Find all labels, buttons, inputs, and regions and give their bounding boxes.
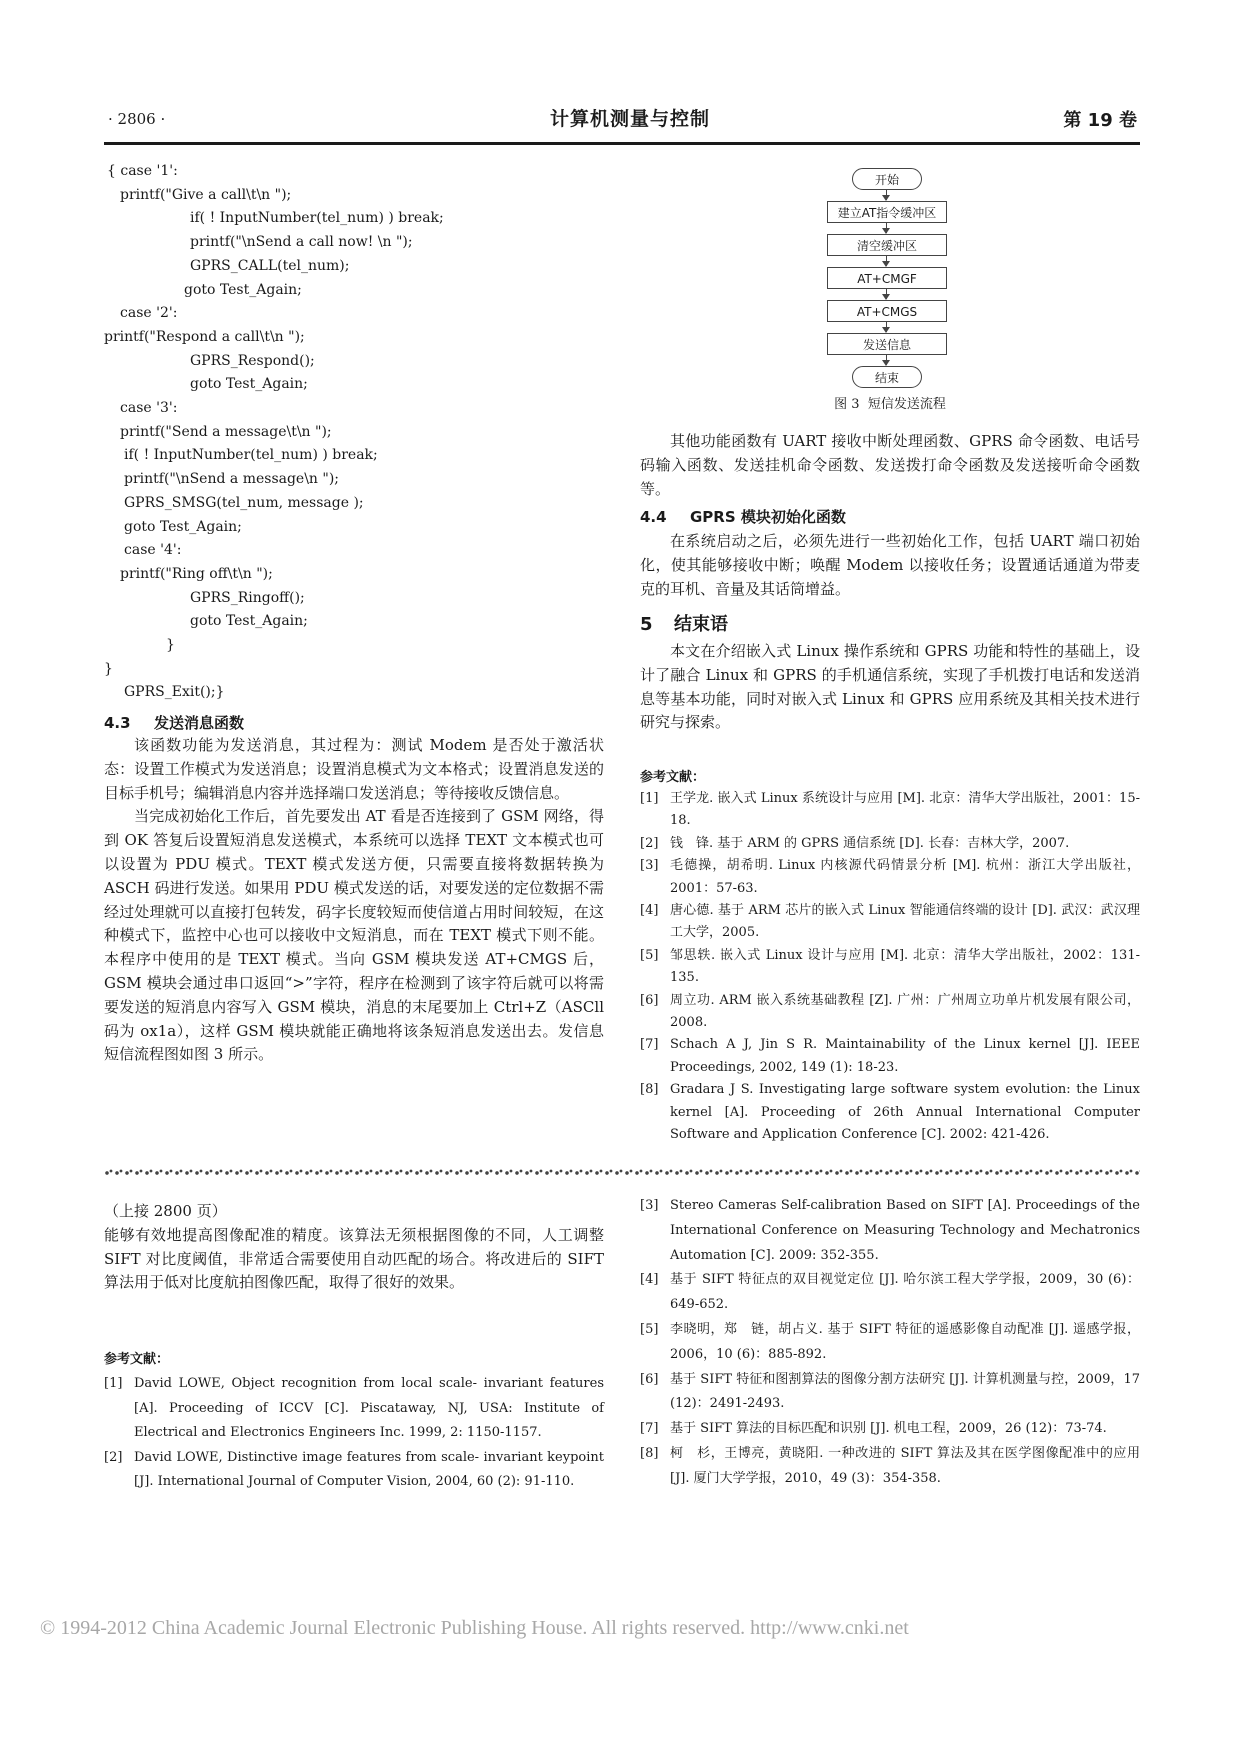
code-line: GPRS_SMSG(tel_num, message ); xyxy=(124,494,364,511)
continued-from-label: （上接 2800 页） xyxy=(104,1202,227,1220)
reference-item xyxy=(640,788,1140,833)
code-line: printf("Give a call\t\n "); xyxy=(120,186,292,203)
reference-text: Schach A J, Jin S R. Maintainability of the Linux kernel [J]. IEEE Proceedings, 2002, 149 (1): 18-23. xyxy=(670,1037,1140,1075)
references-title: 参考文献： xyxy=(640,770,706,785)
reference-text: Gradara J S. Investigating large software system evolution: the Linux kernel [A]. Proceeding of 26th Annual International Computer Software and Application Conference [C]. 2002: 421-426. xyxy=(670,1082,1140,1143)
reference-item xyxy=(640,833,1140,855)
flow-end: 结束 xyxy=(852,366,922,388)
flow-step: 清空缓冲区 xyxy=(827,234,947,256)
code-line: goto Test_Again; xyxy=(190,376,308,393)
reference-item xyxy=(104,1372,604,1446)
reference-text: 毛德操，胡希明. Linux 内核源代码情景分析 [M]. 杭州：浙江大学出版社，2001：57-63. xyxy=(670,858,1140,896)
reference-item xyxy=(640,945,1140,990)
reference-item xyxy=(640,1318,1140,1368)
reference-number: [6] xyxy=(640,992,659,1008)
reference-item xyxy=(640,1417,1140,1442)
article-divider xyxy=(104,1168,1140,1178)
code-line: GPRS_Exit();} xyxy=(124,684,225,701)
reference-text: 钱 锋. 基于 ARM 的 GPRS 通信系统 [D]. 长春：吉林大学，2007. xyxy=(670,835,1070,851)
reference-number: [7] xyxy=(640,1421,659,1437)
code-line: printf("\nSend a message\n "); xyxy=(124,471,340,488)
code-line: } xyxy=(166,637,175,654)
flow-arrow xyxy=(886,355,887,365)
reference-text: Stereo Cameras Self-calibration Based on SIFT [A]. Proceedings of the International Conference on Measuring Technology and Mechatronics Automation [C]. 2009: 352-355. xyxy=(670,1198,1140,1263)
flow-step: AT+CMGF xyxy=(827,267,947,289)
code-line: if( ! InputNumber(tel_num) ) break; xyxy=(190,210,444,227)
flow-arrow xyxy=(886,190,887,200)
code-line: if( ! InputNumber(tel_num) ) break; xyxy=(124,447,378,464)
reference-item xyxy=(640,990,1140,1035)
reference-number: [1] xyxy=(104,1376,123,1391)
references-list xyxy=(640,788,1140,1147)
reference-text: 唐心德. 基于 ARM 芯片的嵌入式 Linux 智能通信终端的设计 [D]. 武汉：武汉理工大学，2005. xyxy=(670,903,1140,941)
paragraph: 本文在介绍嵌入式 Linux 操作系统和 GPRS 功能和特性的基础上，设计了融合 Linux 和 GPRS 的手机通信系统，实现了手机拨打电话和发送消息等基本功能，同时对嵌入式 Linux 和 GPRS 应用系统及其相关技术进行研究与探索。 xyxy=(640,642,1140,732)
page-number: · 2806 · xyxy=(108,110,166,128)
section-number: 4.4 xyxy=(640,508,667,526)
reference-number: [1] xyxy=(640,791,659,806)
section-title: 发送消息函数 xyxy=(154,714,245,732)
reference-item xyxy=(640,1442,1140,1492)
other-functions-paragraph xyxy=(640,430,1140,501)
flow-start: 开始 xyxy=(852,168,922,190)
code-line: } xyxy=(104,660,113,677)
reference-text: 基于 SIFT 特征点的双目视觉定位 [J]. 哈尔滨工程大学学报，2009，30 (6)：649-652. xyxy=(670,1272,1140,1313)
flow-step: 建立AT指令缓冲区 xyxy=(827,201,947,223)
figure-caption-text: 短信发送流程 xyxy=(867,397,946,412)
paragraph: 能够有效地提高图像配准的精度。该算法无须根据图像的不同，人工调整 SIFT 对比度阈值，非常适合需要使用自动匹配的场合。将改进后的 SIFT 算法用于低对比度航拍图像匹配，取得了很好的效果。 xyxy=(104,1225,604,1292)
reference-number: [6] xyxy=(640,1371,659,1387)
code-line: GPRS_CALL(tel_num); xyxy=(190,257,350,274)
flow-step: 发送信息 xyxy=(827,333,947,355)
copyright-footer: © 1994-2012 China Academic Journal Electronic Publishing House. All rights reserved. http://www.cnki.net xyxy=(40,1617,909,1639)
reference-number: [7] xyxy=(640,1037,659,1053)
reference-item xyxy=(640,1034,1140,1079)
section-4-3-heading xyxy=(104,712,244,733)
code-line: goto Test_Again; xyxy=(184,281,302,298)
volume-label: 第 19 卷 xyxy=(1063,110,1137,131)
reference-item xyxy=(640,1194,1140,1268)
header-rule xyxy=(104,142,1140,145)
code-line: case '3': xyxy=(120,400,178,417)
reference-number: [2] xyxy=(640,835,659,851)
reference-number: [4] xyxy=(640,1272,659,1288)
section-4-4-body xyxy=(640,530,1140,601)
code-line: printf("\nSend a call now! \n "); xyxy=(190,234,413,251)
reference-number: [8] xyxy=(640,1082,659,1098)
reference-text: 王学龙. 嵌入式 Linux 系统设计与应用 [M]. 北京：清华大学出版社，2001：15-18. xyxy=(670,791,1140,829)
code-line: case '4': xyxy=(124,542,182,559)
section-4-3-body xyxy=(104,734,604,1067)
reference-item xyxy=(640,1368,1140,1418)
reference-item xyxy=(640,900,1140,945)
section-number: 4.3 xyxy=(104,714,131,732)
flow-arrow xyxy=(886,256,887,266)
flow-arrow xyxy=(886,223,887,233)
reference-item xyxy=(640,855,1140,900)
reference-text: David LOWE, Object recognition from local scale- invariant features [A]. Proceeding of ICCV [C]. Piscataway, NJ, USA: Institute of Electrical and Electronics Engineers Inc. 1999, 2: 1150-1157. xyxy=(134,1376,604,1440)
code-listing xyxy=(104,160,644,705)
code-line: GPRS_Respond(); xyxy=(190,352,315,369)
paragraph: 在系统启动之后，必须先进行一些初始化工作，包括 UART 端口初始化，使其能够接收中断；唤醒 Modem 以接收任务；设置通话通道为带麦克的耳机、音量及其话筒增益。 xyxy=(640,532,1140,598)
code-line: GPRS_Ringoff(); xyxy=(190,589,305,606)
references-title: 参考文献： xyxy=(104,1352,170,1367)
code-line: case '2': xyxy=(120,305,178,322)
code-line: printf("Ring off\t\n "); xyxy=(120,565,273,582)
reference-text: 基于 SIFT 算法的目标匹配和识别 [J]. 机电工程，2009，26 (12)：73-74. xyxy=(670,1421,1107,1437)
reference-number: [3] xyxy=(640,858,659,874)
reference-text: 邹思轶. 嵌入式 Linux 设计与应用 [M]. 北京：清华大学出版社，2002：131-135. xyxy=(670,947,1140,986)
flow-step: AT+CMGS xyxy=(827,300,947,322)
section-5-body xyxy=(640,640,1140,735)
code-line: printf("Respond a call\t\n "); xyxy=(104,328,305,345)
reference-item xyxy=(640,1268,1140,1318)
journal-title: 计算机测量与控制 xyxy=(549,108,710,130)
section-title: 结束语 xyxy=(674,614,728,635)
section-number: 5 xyxy=(640,614,653,635)
reference-text: 柯 杉，王博亮，黄晓阳. 一种改进的 SIFT 算法及其在医学图像配准中的应用 [J]. 厦门大学学报，2010，49 (3)：354-358. xyxy=(670,1445,1140,1486)
reference-number: [3] xyxy=(640,1198,659,1213)
code-line: printf("Send a message\t\n "); xyxy=(120,423,332,440)
code-line: { case '1': xyxy=(107,163,178,179)
flow-arrow xyxy=(886,289,887,299)
figure-label: 图 3 xyxy=(834,397,860,412)
code-line: goto Test_Again; xyxy=(190,613,308,630)
section-5-heading xyxy=(640,610,728,636)
continued-article xyxy=(104,1200,604,1295)
section-title: GPRS 模块初始化函数 xyxy=(690,508,846,526)
reference-number: [4] xyxy=(640,903,659,919)
reference-text: 李晓明，郑 链，胡占义. 基于 SIFT 特征的遥感影像自动配准 [J]. 遥感学报，2006，10 (6)：885-892. xyxy=(670,1321,1140,1362)
figure-3-caption xyxy=(780,393,1000,412)
references-list xyxy=(104,1372,604,1495)
reference-number: [2] xyxy=(104,1449,123,1465)
reference-item xyxy=(104,1446,604,1495)
reference-number: [5] xyxy=(640,947,659,963)
reference-text: David LOWE, Distinctive image features from scale- invariant keypoint [J]. International Journal of Computer Vision, 2004, 60 (2): 91-110. xyxy=(134,1449,604,1489)
reference-number: [8] xyxy=(640,1445,659,1461)
reference-number: [5] xyxy=(640,1321,659,1337)
code-line: goto Test_Again; xyxy=(124,518,242,535)
section-4-4-heading xyxy=(640,506,846,527)
reference-text: 基于 SIFT 特征和图割算法的图像分割方法研究 [J]. 计算机测量与控，2009，17 (12)：2491-2493. xyxy=(670,1371,1140,1412)
paragraph: 其他功能函数有 UART 接收中断处理函数、GPRS 命令函数、电话号码输入函数、发送挂机命令函数、发送拨打命令函数及发送接听命令函数等。 xyxy=(640,432,1140,498)
flow-arrow xyxy=(886,322,887,332)
paragraph: 该函数功能为发送消息，其过程为：测试 Modem 是否处于激活状态：设置工作模式为发送消息；设置消息模式为文本格式；设置消息发送的目标手机号；编辑消息内容并选择端口发送消息；等待接收反馈信息。 xyxy=(104,736,604,802)
references-list xyxy=(640,1194,1140,1492)
paragraph: 当完成初始化工作后，首先要发出 AT 看是否连接到了 GSM 网络，得到 OK 答复后设置短消息发送模式，本系统可以选择 TEXT 文本模式也可以设置为 PDU 模式。TEXT 模式发送方便，只需要直接将数据转换为 ASCH 码进行发送。如果用 PDU 模式发送的话，对要发送的定位数据不需经过处理就可以直接打包转发，码字长度较短而使信道占用时间较短，在这种模式下，监控中心也可以接收中文短消息，而在 TEXT 模式下则不能。本程序中使用的是 TEXT 模式。当向 GSM 模块发送 AT+CMGS 后，GSM 模块会通过串口返回“>”字符，程序在检测到了该字符后就可以将需要发送的短消息内容写入 GSM 模块，消息的末尾要加上 Ctrl+Z（ASCll 码为 ox1a），这样 GSM 模块就能正确地将该条短消息发送出去。发信息短信流程图如图 3 所示。 xyxy=(104,807,604,1064)
reference-item xyxy=(640,1079,1140,1146)
reference-text: 周立功. ARM 嵌入系统基础教程 [Z]. 广州：广州周立功单片机发展有限公司，2008. xyxy=(670,992,1140,1031)
